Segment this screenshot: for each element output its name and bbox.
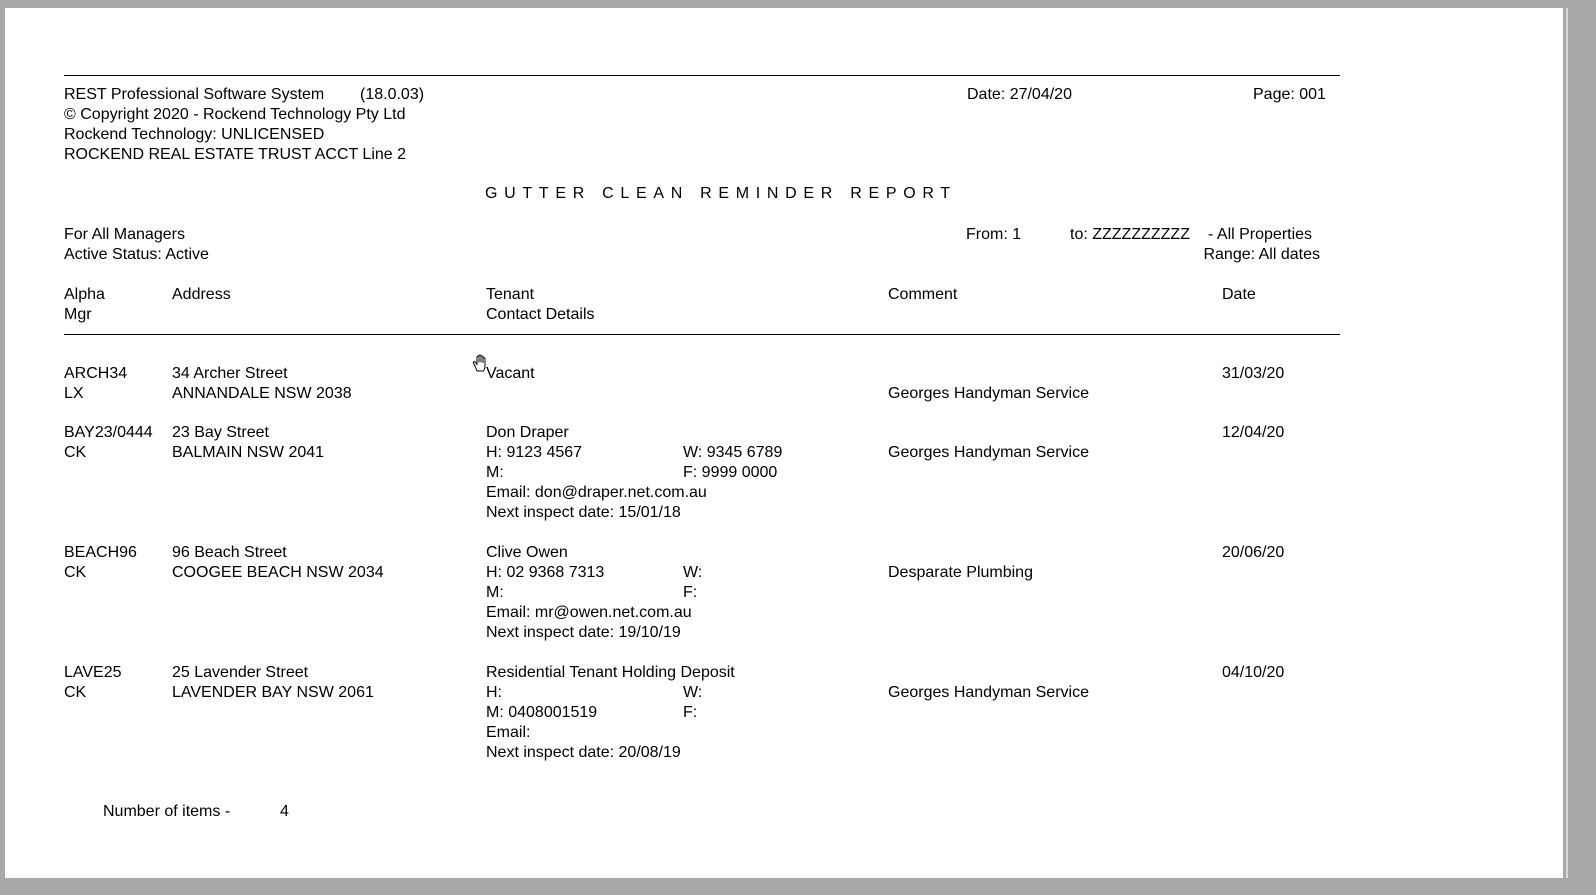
system-version: (18.0.03)	[360, 86, 425, 103]
row-email: Email: don@draper.net.com.au	[486, 484, 707, 501]
row-work-phone: W:	[683, 564, 703, 581]
col-mgr: Mgr	[64, 306, 92, 323]
items-count-label: Number of items -	[103, 803, 231, 820]
row-work-phone: W: 9345 6789	[683, 444, 783, 461]
row-mgr: CK	[64, 564, 87, 581]
row-email: Email: mr@owen.net.com.au	[486, 604, 692, 621]
row-address-line2: LAVENDER BAY NSW 2061	[172, 684, 374, 701]
row-address-line1: 34 Archer Street	[172, 365, 288, 382]
trust-account: ROCKEND REAL ESTATE TRUST ACCT Line 2	[64, 146, 407, 163]
row-comment: Desparate Plumbing	[888, 564, 1033, 581]
row-address-line1: 96 Beach Street	[172, 544, 287, 561]
row-mgr: CK	[64, 444, 87, 461]
row-date: 12/04/20	[1222, 424, 1285, 441]
row-alpha: BAY23/0444	[64, 424, 153, 441]
system-name: REST Professional Software System	[64, 86, 325, 103]
row-fax: F:	[683, 704, 698, 721]
row-address-line2: COOGEE BEACH NSW 2034	[172, 564, 384, 581]
row-home-phone: H:	[486, 684, 502, 701]
filter-status: Active Status: Active	[64, 246, 209, 263]
filter-to: to: ZZZZZZZZZZ	[1070, 226, 1190, 243]
header-rule	[64, 334, 1340, 335]
hand-cursor-icon	[472, 354, 488, 372]
row-address-line1: 25 Lavender Street	[172, 664, 309, 681]
row-address-line2: ANNANDALE NSW 2038	[172, 385, 352, 402]
right-edge-scrollbar[interactable]	[1566, 8, 1568, 878]
row-comment: Georges Handyman Service	[888, 385, 1089, 402]
filter-managers: For All Managers	[64, 226, 185, 243]
items-count-value: 4	[280, 803, 289, 820]
row-comment: Georges Handyman Service	[888, 684, 1089, 701]
col-address: Address	[172, 286, 231, 303]
report-date: Date: 27/04/20	[967, 86, 1072, 103]
row-address-line1: 23 Bay Street	[172, 424, 269, 441]
col-contact: Contact Details	[486, 306, 595, 323]
licence: Rockend Technology: UNLICENSED	[64, 126, 325, 143]
row-comment: Georges Handyman Service	[888, 444, 1089, 461]
row-mgr: CK	[64, 684, 87, 701]
top-rule	[64, 75, 1340, 76]
row-home-phone: H: 9123 4567	[486, 444, 583, 461]
row-date: 31/03/20	[1222, 365, 1285, 382]
row-inspect-date: Next inspect date: 15/01/18	[486, 504, 681, 521]
col-date: Date	[1222, 286, 1256, 303]
report-title: GUTTER CLEAN REMINDER REPORT	[485, 185, 957, 202]
row-mobile: M:	[486, 584, 504, 601]
row-fax: F:	[683, 584, 698, 601]
row-tenant: Don Draper	[486, 424, 569, 441]
filter-range: Range: All dates	[1203, 246, 1320, 263]
col-comment: Comment	[888, 286, 958, 303]
col-tenant: Tenant	[486, 286, 535, 303]
col-alpha: Alpha	[64, 286, 105, 303]
row-mobile: M:	[486, 464, 504, 481]
row-address-line2: BALMAIN NSW 2041	[172, 444, 325, 461]
row-mgr: LX	[64, 385, 84, 402]
row-mobile: M: 0408001519	[486, 704, 598, 721]
row-date: 20/06/20	[1222, 544, 1285, 561]
filter-from: From: 1	[966, 226, 1022, 243]
row-home-phone: H: 02 9368 7313	[486, 564, 605, 581]
row-alpha: ARCH34	[64, 365, 128, 382]
row-work-phone: W:	[683, 684, 703, 701]
row-tenant: Vacant	[486, 365, 535, 382]
page-number: Page: 001	[1253, 86, 1326, 103]
row-fax: F: 9999 0000	[683, 464, 778, 481]
row-date: 04/10/20	[1222, 664, 1285, 681]
row-alpha: LAVE25	[64, 664, 122, 681]
row-inspect-date: Next inspect date: 19/10/19	[486, 624, 681, 641]
row-alpha: BEACH96	[64, 544, 137, 561]
row-tenant: Residential Tenant Holding Deposit	[486, 664, 735, 681]
row-email: Email:	[486, 724, 531, 741]
row-tenant: Clive Owen	[486, 544, 568, 561]
copyright: © Copyright 2020 - Rockend Technology Pty Ltd	[64, 106, 406, 123]
report-page	[5, 8, 1563, 878]
row-inspect-date: Next inspect date: 20/08/19	[486, 744, 681, 761]
filter-properties: - All Properties	[1208, 226, 1313, 243]
